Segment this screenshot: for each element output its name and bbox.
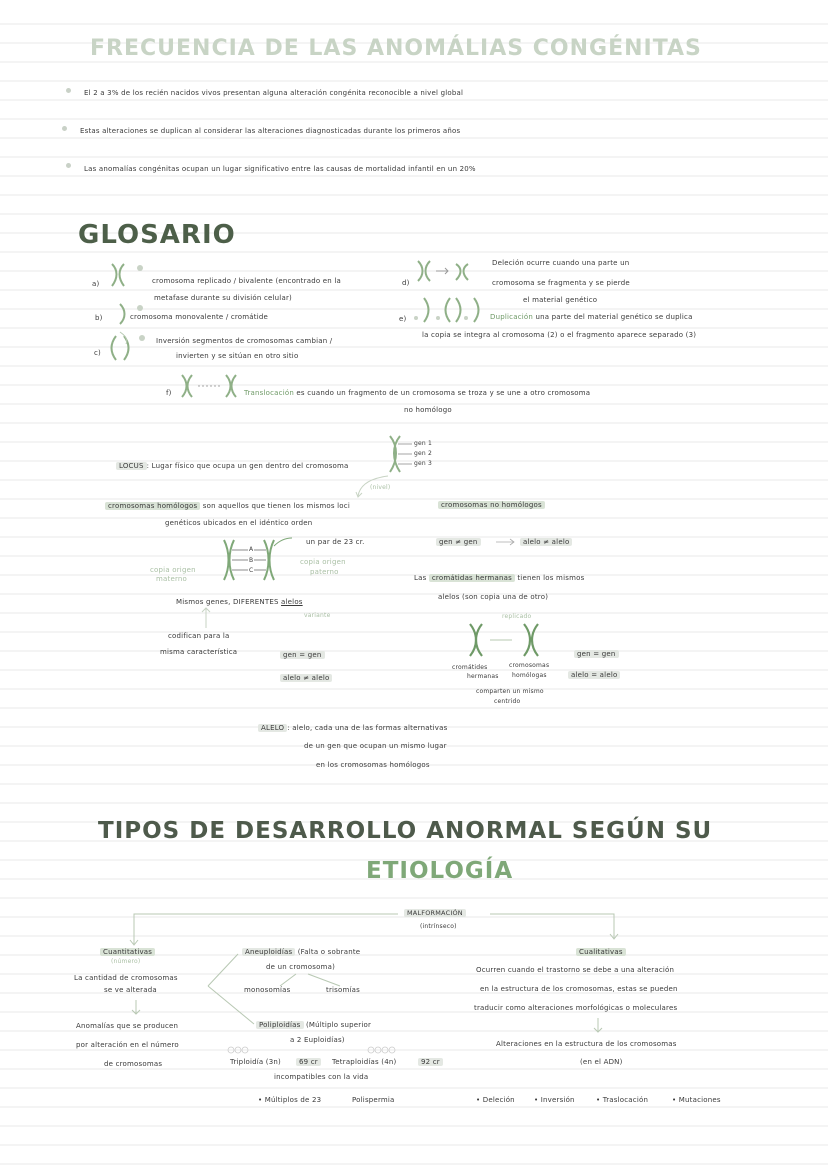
- monosomies-label: monosomías: [244, 986, 291, 994]
- incompatible-label: incompatibles con la vida: [274, 1073, 369, 1081]
- struct-line2: (en el ADN): [580, 1058, 623, 1066]
- non-homologous-allele-neq: alelo ≠ alelo: [520, 538, 572, 546]
- qual-line3: traducir como alteraciones morfológicas o moleculares: [474, 1004, 678, 1012]
- locus-chromosome-icon: [384, 434, 414, 474]
- locus-note: (nivel): [370, 484, 391, 491]
- sisters-allele-eq: alelo = alelo: [568, 671, 620, 679]
- aneuploidies-line1: (Falta o sobrante: [297, 948, 361, 956]
- down-arrow-icon: [592, 1016, 604, 1036]
- homologous-pair-icon: [214, 536, 294, 584]
- multiples-label: • Múltiplos de 23: [258, 1096, 322, 1104]
- trisomies-label: trisomías: [326, 986, 360, 994]
- homol-label-1: cromosomas: [509, 662, 550, 669]
- homol-label-2: homólogas: [512, 672, 547, 679]
- glossary-a-line1: cromosoma replicado / bivalente (encontrado en la: [152, 277, 341, 285]
- glossary-f-term: Translocación: [244, 389, 294, 397]
- quant-line2: se ve alterada: [104, 986, 157, 994]
- tetraploidy-cells-icon: [366, 1044, 396, 1056]
- glossary-c-term: Inversión: [156, 337, 190, 345]
- deletion-icon: [414, 258, 476, 284]
- bullet-dot: [66, 163, 71, 168]
- bullet-dot: [66, 88, 71, 93]
- anom-line1: Anomalías que se producen: [76, 1022, 179, 1030]
- glossary-c-line1: segmentos de cromosomas cambian /: [192, 337, 333, 345]
- qual-line1: Ocurren cuando el trastorno se debe a una alteración: [476, 966, 675, 974]
- cr92-label: 92 cr: [418, 1058, 443, 1066]
- bullet-text-1: El 2 a 3% de los recién nacidos vivos presentan alguna alteración congénita reconocible a nivel global: [84, 89, 464, 97]
- inversion-icon: [106, 330, 152, 364]
- allele-term: ALELO: [258, 724, 287, 732]
- polyploidies-line1: (Múltiplo superior: [305, 1021, 372, 1029]
- arrow-right-icon: [494, 538, 518, 546]
- malformation-label: MALFORMACIÓN: [404, 909, 466, 917]
- tetraploidy-label: Tetraploidías (4n): [332, 1058, 397, 1066]
- types-title-line1: TIPOS DE DESARROLLO ANORMAL SEGÚN SU: [98, 818, 713, 844]
- homologous-term: cromosomas homólogos: [105, 502, 200, 510]
- polyploidies-term: Poliploidías: [256, 1021, 304, 1029]
- aneuploidies-line2: de un cromosoma): [266, 963, 335, 971]
- sisters-line1-b: tienen los mismos: [517, 574, 585, 582]
- intrinsic-label: (intrínseco): [420, 923, 457, 930]
- glossary-c-line2: invierten y se sitúan en otro sitio: [176, 352, 299, 360]
- down-arrow-icon: [130, 998, 142, 1018]
- triploidy-label: Triploidía (3n): [230, 1058, 281, 1066]
- glossary-marker-c: c): [94, 349, 101, 357]
- bullet-text-2: Estas alteraciones se duplican al considerar las alteraciones diagnosticadas durante los primeros años: [80, 127, 461, 135]
- translocation-icon: [178, 372, 242, 400]
- cr69-label: 69 cr: [296, 1058, 321, 1066]
- homologous-letter-a: A: [249, 546, 254, 553]
- locus-gene-2: gen 2: [414, 450, 433, 457]
- homologous-letter-c: C: [249, 567, 254, 574]
- duplication-icon: [410, 294, 488, 324]
- glossary-marker-b: b): [95, 314, 103, 322]
- replicated-chromosome-icon: [108, 262, 144, 288]
- sisters-label-1: cromátides: [452, 664, 488, 671]
- sisters-gen-eq: gen = gen: [574, 650, 619, 658]
- replicated-label: replicado: [502, 613, 532, 620]
- list-inversion: • Inversión: [534, 1096, 575, 1104]
- non-homologous-term: cromosomas no homólogos: [438, 501, 545, 509]
- same-genes-label: Mismos genes,: [176, 598, 231, 606]
- variant-label: variante: [304, 612, 331, 619]
- glossary-a-line2: metafase durante su división celular): [154, 294, 292, 302]
- glossary-b-line1: cromosoma monovalente / cromátide: [130, 313, 269, 321]
- anom-line2: por alteración en el número: [76, 1041, 179, 1049]
- qual-line2: en la estructura de los cromosomas, estas se pueden: [480, 985, 678, 993]
- alleles-label: alelos: [281, 598, 303, 606]
- locus-gene-1: gen 1: [414, 440, 433, 447]
- homologous-allele-neq: alelo ≠ alelo: [280, 674, 332, 682]
- glossary-d-line1: Deleción ocurre cuando una parte un: [492, 259, 630, 267]
- aneuploidies-term: Aneuploidías: [242, 948, 295, 956]
- homologous-line1: son aquellos que tienen los mismos loci: [202, 502, 350, 510]
- glossary-d-line2: cromosoma se fragmenta y se pierde: [492, 279, 630, 287]
- code-line1: codifican para la: [168, 632, 230, 640]
- bullet-dot: [62, 126, 67, 131]
- copy-maternal-line1: copia origen: [150, 566, 196, 574]
- glossary-e-line2: la copia se integra al cromosoma (2) o el fragmento aparece separado (3): [422, 331, 697, 339]
- polyploidies-line2: a 2 Euploidías): [290, 1036, 345, 1044]
- glossary-marker-f: f): [166, 389, 172, 397]
- list-mutations: • Mutaciones: [672, 1096, 721, 1104]
- polyspermy-label: Polispermia: [352, 1096, 395, 1104]
- sisters-line1-a: Las: [414, 574, 427, 582]
- sister-chromatids-icon: [462, 620, 550, 660]
- struct-line1: Alteraciones en la estructura de los cromosomas: [496, 1040, 677, 1048]
- glossary-f-line2: no homólogo: [404, 406, 452, 414]
- frequency-heading: FRECUENCIA DE LAS ANOMÁLIAS CONGÉNITAS: [90, 36, 702, 61]
- list-deletion: • Deleción: [476, 1096, 515, 1104]
- glossary-marker-e: e): [399, 315, 407, 323]
- list-translocation: • Traslocación: [596, 1096, 649, 1104]
- homologous-letter-b: B: [249, 557, 254, 564]
- anom-line3: de cromosomas: [104, 1060, 163, 1068]
- up-arrow-icon: [200, 606, 212, 630]
- allele-line1: : alelo, cada una de las formas alternativas: [287, 724, 448, 732]
- glossary-marker-d: d): [402, 279, 410, 287]
- glossary-title: GLOSARIO: [78, 220, 236, 250]
- non-homologous-gen-neq: gen ≠ gen: [436, 538, 481, 546]
- homologous-pair-label: un par de 23 cr.: [306, 538, 365, 546]
- glossary-f-line1: es cuando un fragmento de un cromosoma se troza y se une a otro cromosoma: [296, 389, 591, 397]
- sisters-line2: alelos (son copia una de otro): [438, 593, 549, 601]
- allele-line3: en los cromosomas homólogos: [316, 761, 430, 769]
- copy-paternal-line2: paterno: [310, 568, 339, 576]
- glossary-e-term: Duplicación: [490, 313, 534, 321]
- allele-line2: de un gen que ocupan un mismo lugar: [304, 742, 447, 750]
- types-title-line2: ETIOLOGÍA: [366, 858, 514, 884]
- copy-paternal-line1: copia origen: [300, 558, 346, 566]
- locus-term: LOCUS: [116, 462, 147, 470]
- copy-maternal-line2: materno: [156, 575, 188, 583]
- code-line2: misma característica: [160, 648, 238, 656]
- number-label: (número): [111, 958, 141, 965]
- bullet-text-3: Las anomalías congénitas ocupan un lugar significativo entre las causas de mortalidad infantil en un 20%: [84, 165, 476, 173]
- share-line2: centrido: [494, 698, 521, 705]
- malformation-tree-lines: [120, 908, 630, 946]
- qualitative-label: Cualitativas: [576, 948, 626, 956]
- glossary-d-line3: el material genético: [523, 296, 598, 304]
- homologous-line2: genéticos ubicados en el idéntico orden: [165, 519, 313, 527]
- different-label: DIFERENTES: [233, 598, 279, 606]
- quant-line1: La cantidad de cromosomas: [74, 974, 178, 982]
- glossary-e-line1: una parte del material genético se duplica: [535, 313, 693, 321]
- sisters-label-2: hermanas: [467, 673, 499, 680]
- locus-gene-3: gen 3: [414, 460, 433, 467]
- homologous-gen-eq: gen = gen: [280, 651, 325, 659]
- quantitative-label: Cuantitativas: [100, 948, 155, 956]
- share-line1: comparten un mismo: [476, 688, 544, 695]
- glossary-marker-a: a): [92, 280, 100, 288]
- locus-text: : Lugar físico que ocupa un gen dentro del cromosoma: [146, 462, 349, 470]
- triploidy-cells-icon: [226, 1044, 250, 1056]
- sisters-term: cromátidas hermanas: [429, 574, 515, 582]
